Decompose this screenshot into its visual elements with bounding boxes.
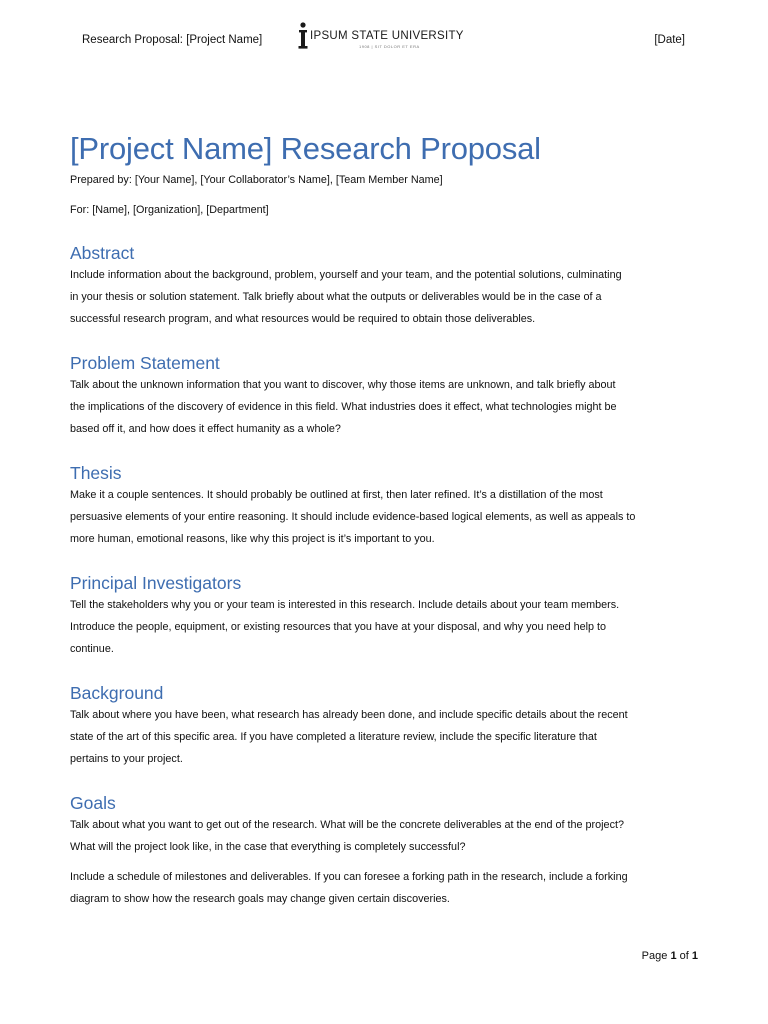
page-number	[642, 950, 698, 962]
header-document-label: Research Proposal: [Project Name]	[82, 34, 263, 46]
page-current: 1	[670, 950, 677, 962]
section-abstract	[70, 242, 695, 330]
section-line: Talk about where you have been, what research has already been done, and include specific details about the recent	[70, 709, 628, 721]
section-line: state of the art of this specific area. If you have completed a literature review, include the specific literature that	[70, 731, 597, 743]
section-line: Talk about the unknown information that you want to discover, why those items are unknown, and talk briefly about	[70, 379, 616, 391]
section-heading: Goals	[70, 793, 116, 813]
section-line: pertains to your project.	[70, 753, 183, 765]
prepared-by-line: Prepared by: [Your Name], [Your Collaborator’s Name], [Team Member Name]	[70, 174, 443, 186]
logo-i-mark-icon	[297, 22, 309, 50]
section-principal-investigators	[70, 572, 695, 660]
document-title: [Project Name] Research Proposal	[70, 131, 541, 166]
section-problem-statement	[70, 352, 695, 440]
section-line: Introduce the people, equipment, or existing resources that you have at your disposal, and why you need help to	[70, 621, 606, 633]
section-line: successful research program, and what resources would be required to obtain those deliverables.	[70, 313, 536, 325]
university-logo	[297, 22, 477, 52]
section-background	[70, 682, 695, 770]
of-word: of	[679, 950, 689, 962]
section-heading: Abstract	[70, 243, 135, 263]
logo-tagline: 1908 | SIT DOLOR ET ERA	[359, 44, 420, 49]
section-line: persuasive elements of your entire reasoning. It should include evidence-based logical elements, as well as appeals to	[70, 511, 636, 523]
for-line: For: [Name], [Organization], [Department]	[70, 204, 269, 216]
page-word: Page	[641, 950, 668, 962]
section-line: Make it a couple sentences. It should probably be outlined at first, then later refined. It’s a distillation of the most	[70, 489, 603, 501]
section-line: What will the project look like, in the case that everything is completely successful?	[70, 841, 466, 853]
section-line: continue.	[70, 643, 114, 655]
section-line: diagram to show how the research goals may change given certain discoveries.	[70, 893, 450, 905]
section-line: the implications of the discovery of evidence in this field. What industries does it effect, what technologies might be	[70, 401, 617, 413]
section-line: more human, emotional reasons, like why this project is it’s important to you.	[70, 533, 435, 545]
header-date: [Date]	[654, 34, 685, 46]
section-line: Talk about what you want to get out of the research. What will be the concrete deliverables at the end of the project?	[70, 819, 624, 831]
section-line: Include a schedule of milestones and deliverables. If you can foresee a forking path in the research, include a forking	[70, 871, 628, 883]
title-block	[70, 128, 692, 217]
section-line: in your thesis or solution statement. Talk briefly about what the outputs or deliverables would be in the case of a	[70, 291, 602, 303]
page-header	[0, 0, 768, 70]
section-goals	[70, 792, 695, 910]
section-line: Tell the stakeholders why you or your team is interested in this research. Include details about your team members.	[70, 599, 620, 611]
page-total: 1	[691, 950, 698, 962]
section-thesis	[70, 462, 695, 550]
section-heading: Background	[70, 683, 164, 703]
logo-university-name: IPSUM STATE UNIVERSITY	[310, 30, 464, 42]
section-line: based off it, and how does it effect humanity as a whole?	[70, 423, 341, 435]
section-heading: Principal Investigators	[70, 573, 242, 593]
section-heading: Thesis	[70, 463, 122, 483]
section-line: Include information about the background, problem, yourself and your team, and the potential solutions, culminating	[70, 269, 622, 281]
section-heading: Problem Statement	[70, 353, 220, 373]
